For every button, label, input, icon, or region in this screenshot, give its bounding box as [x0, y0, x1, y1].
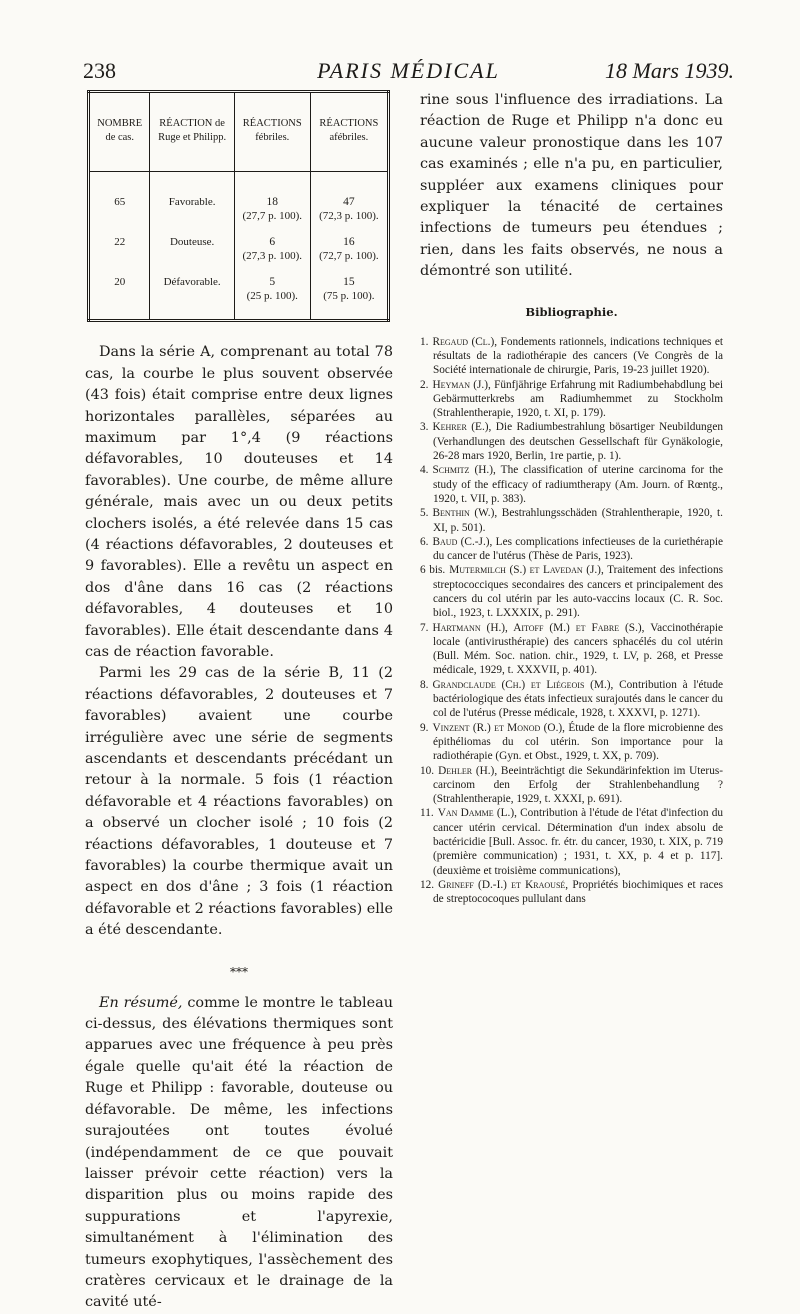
bib-entry: 3. Kehrer (E.), Die Radiumbestrahlung bösartiger Neubildungen (Verhandlungen des deutschen Gessellschaft für Gynäkologie, 26-28 mars 1920, Berlin, 1re partie, p. 1).	[420, 421, 723, 463]
count-cell: 22	[114, 236, 126, 249]
febriles-cell: 6 (27,3 p. 100).	[234, 233, 310, 273]
bib-entry: 6 bis. Mutermilch (S.) et Lavedan (J.), Traitement des infections streptococciques secondaires des cancers et principalement des cancers du col utérin par les auto-vaccins locaux (C. R. Soc. biol., 1923, t. LXXXIX, p. 291).	[420, 564, 723, 620]
table-row	[89, 172, 389, 233]
section-separator: ***	[230, 964, 248, 979]
febriles-cell: 5 (25 p. 100).	[234, 273, 310, 320]
reaction-cell: Douteuse.	[150, 233, 234, 273]
reaction-cell: Favorable.	[150, 172, 234, 233]
bib-entry: 2. Heyman (J.), Fünfjährige Erfahrung mit Radiumbehabdlung bei Gebärmutterkrebs am Radiumhemmet zu Stockholm (Strahlentherapie, 1920, t. XI, p. 179).	[420, 378, 723, 420]
bib-entry: 8. Grandclaude (Ch.) et Liégeois (M.), Contribution à l'étude bactériologique des états infectieux surajoutés dans le cancer du col de l'utérus (Presse médicale, 1928, t. XXXVI, p. 1271).	[420, 678, 723, 720]
right-column	[420, 90, 723, 907]
bib-entry: 7. Hartmann (H.), Aitoff (M.) et Fabre (S.), Vaccinothérapie locale (antivirusthérapie) des cancers sphacélés du col utérin (Bull. Mém. Soc. nation. chir., 1929, t. LV, p. 268, et Presse médicale, 1929, t. XXXVII, p. 401).	[420, 621, 723, 677]
table-row	[89, 233, 389, 273]
header-cell: NOMBRE de cas.	[89, 92, 150, 172]
bib-entry: 4. Schmitz (H.), The classification of uterine carcinoma for the study of the efficacy of radiumtherapy (Am. Journ. of Rœntg., 1920, t. VII, p. 383).	[420, 464, 723, 505]
bib-entry: 11. Van Damme (L.), Contribution à l'étude de l'état d'infection du cancer utérin cervical. Détermination d'un index absolu de bactéricidie [Bull. Assoc. fr. étr. du cancer, 1930, t. XIX, p. 719 (première communication) ; 1931, t. XX, p. 4 et p. 117]. (deuxième et troisième communications),	[420, 807, 723, 877]
count-cell: 20	[114, 276, 126, 289]
page-header	[83, 58, 734, 88]
afebriles-cell: 15 (75 p. 100).	[310, 273, 388, 320]
bib-entry: 12. Grineff (D.-I.) et Kraousé, Propriétés biochimiques et races de streptococoques pullulant dans	[420, 878, 723, 906]
paragraph: Dans la série A, comprenant au total 78 cas, la courbe le plus souvent observée (43 fois) était comprise entre deux lignes horizontales parallèles, séparées au maximum par 1°,4 (9 réactions défavorables, 10 douteuses et 14 favorables). Une courbe, de même allure générale, mais avec un ou deux petits clochers isolés, a été relevée dans 15 cas (4 réactions défavorables, 2 douteuses et 9 favorables). Elle a revêtu un aspect en dos d'âne dans 16 cas (2 réactions défavorables, 4 douteuses et 10 favorables). Elle était descendante dans 4 cas de réaction favorable.	[85, 344, 393, 660]
bib-entry: 9. Vinzent (R.) et Monod (O.), Étude de la flore microbienne des épithéliomas du col utérin. Son importance pour la radiothérapie (Gyn. et Obst., 1929, t. XX, p. 709).	[420, 721, 723, 763]
table-header-row	[89, 92, 389, 172]
count-cell: 65	[114, 196, 126, 209]
afebriles-cell: 47 (72,3 p. 100).	[310, 172, 388, 233]
bib-entry: 6. Baud (C.-J.), Les complications infectieuses de la curiethérapie du cancer de l'utérus (Thèse de Paris, 1923).	[420, 535, 723, 563]
bibliography-list	[420, 335, 723, 907]
journal-title: PARIS MÉDICAL	[317, 58, 500, 83]
page-number: 238	[83, 58, 116, 83]
bib-entry: 10. Dehler (H.), Beeinträchtigt die Sekundärinfektion im Uterus-carcinom den Erfolg der Strahlenbehandlung ? (Strahlentherapie, 1929, t. XXXI, p. 691).	[420, 764, 724, 806]
table-row	[89, 273, 389, 320]
header-cell: RÉACTION de Ruge et Philipp.	[150, 92, 234, 172]
right-body-text	[420, 90, 723, 283]
left-body-text	[85, 342, 393, 1313]
afebriles-cell: 16 (72,7 p. 100).	[310, 233, 388, 273]
paragraph: En résumé, comme le montre le tableau ci-dessus, des élévations thermiques sont apparues avec une fréquence à peu près égale quelle qu'ait été la réaction de Ruge et Philipp : favorable, douteuse ou défavorable. De même, les infections surajoutées ont toutes évolué (indépendamment de ce que pouvait laisser prévoir cette réaction) vers la disparition plus ou moins rapide des suppurations et l'apyrexie, simultanément à l'élimination des tumeurs exophytiques, l'assèchement des cratères cervicaux et le drainage de la cavité uté-	[85, 994, 393, 1311]
reaction-cell: Défavorable.	[150, 273, 234, 320]
paragraph: Parmi les 29 cas de la série B, 11 (2 réactions défavorables, 2 douteuses et 7 favorables) avaient une courbe irrégulière avec une série de segments ascendants et descendants précédant un retour à la normale. 5 fois (1 réaction défavorable et 4 réactions favorables) on a observé un clocher isolé ; 10 fois (2 réactions défavorables, 1 douteuse et 7 favorables) la courbe thermique avait un aspect en dos d'âne ; 3 fois (1 réaction défavorable et 2 réactions favorables) elle a été descendante.	[85, 665, 394, 939]
header-cell: RÉACTIONS fébriles.	[234, 92, 310, 172]
bib-entry: 1. Regaud (Cl.), Fondements rationnels, indications techniques et résultats de la radiothérapie des cancers (Ve Congrès de la Société internationale de chirurgie, Paris, 19-23 juillet 1920).	[420, 335, 723, 377]
bibliography-title: Bibliographie.	[525, 304, 618, 319]
paragraph: rine sous l'influence des irradiations. La réaction de Ruge et Philipp n'a donc eu aucune valeur pronostique dans les 107 cas examinés ; elle n'a pu, en particulier, suppléer aux examens cliniques pour expliquer la ténacité de certaines infections de tumeurs peu étendues ; rien, dans les faits observés, ne nous a démontré son utilité.	[420, 92, 723, 280]
issue-date: 18 Mars 1939.	[605, 58, 734, 83]
reaction-table	[87, 90, 390, 322]
bib-entry: 5. Benthin (W.), Bestrahlungsschäden (Strahlentherapie, 1920, t. XI, p. 501).	[420, 507, 723, 534]
header-cell: RÉACTIONS afébriles.	[310, 92, 388, 172]
febriles-cell: 18 (27,7 p. 100).	[234, 172, 310, 233]
left-column	[85, 90, 393, 1314]
